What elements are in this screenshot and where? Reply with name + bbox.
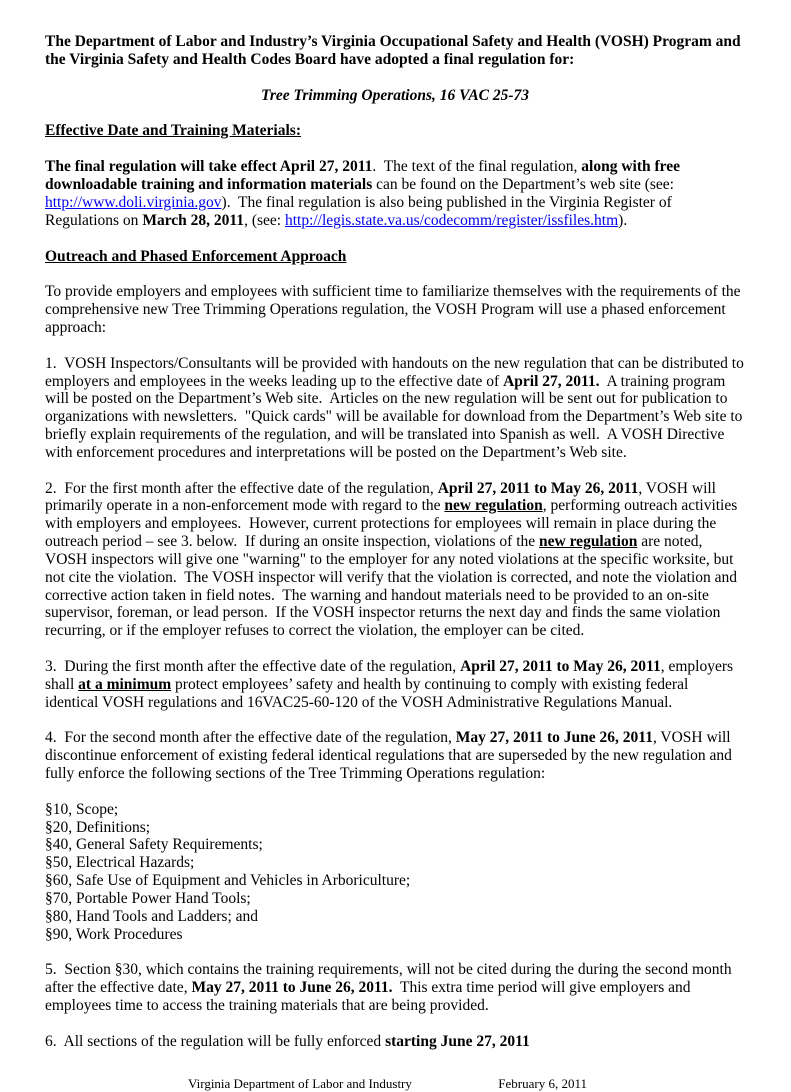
text-run: The final regulation will take effect April 27, 2011 — [45, 158, 373, 176]
regulation-section-item: §70, Portable Power Hand Tools; — [45, 889, 251, 907]
regulation-section-item: §40, General Safety Requirements; — [45, 836, 263, 854]
text-run: 2. For the first month after the effective date of the regulation, — [45, 479, 438, 497]
regulation-sections-list — [45, 801, 745, 944]
text-run: April 27, 2011 to May 26, 2011 — [460, 657, 661, 675]
numbered-item-5 — [45, 961, 745, 1014]
document-title: Tree Trimming Operations, 16 VAC 25-73 — [260, 86, 530, 104]
register-issfiles-link[interactable]: http://legis.state.va.us/codecomm/register/issfiles.htm — [284, 211, 619, 229]
text-run: protect employees’ safety and health by continuing to comply with existing federal identical VOSH regulations and 16VAC25-60-120 of the VOSH Administrative Regulations Manual. — [45, 675, 693, 711]
footer-organization: Virginia Department of Labor and Industry — [188, 1075, 412, 1091]
text-run: , performing outreach activities with employers and employees. However, current protections for employees will remain in place during the outreach period – see 3. below. If during an onsite inspection, violations of the — [45, 497, 742, 551]
text-run: new regulation — [444, 497, 543, 515]
text-run: can be found on the Department’s web site (see: — [372, 176, 682, 194]
intro-paragraph: The Department of Labor and Industry’s Virginia Occupational Safety and Health (VOSH) Program and the Virginia Safety and Health Codes Board have adopted a final regulation for: — [45, 33, 745, 68]
heading-effective-date-and-training-materials: Effective Date and Training Materials: — [45, 122, 301, 140]
text-run: 5. Section §30, which contains the training requirements, will not be cited during the during the second month after the effective date, — [45, 961, 736, 997]
text-run: This extra time period will give employers and employees time to access the training materials that are being provided. — [45, 979, 695, 1014]
text-run: 6. All sections of the regulation will be fully enforced — [45, 1032, 386, 1050]
regulation-section-item: §10, Scope; — [45, 800, 119, 818]
text-run: April 27, 2011 to May 26, 2011 — [437, 479, 639, 497]
regulation-section-item: §80, Hand Tools and Ladders; and — [45, 907, 259, 925]
text-run: April 27, 2011. — [503, 372, 600, 390]
numbered-item-2 — [45, 480, 745, 640]
text-run: A training program will be posted on the Department’s Web site. Articles on the new regulation will be sent out for publication to organizations with newsletters. "Quick cards" will be available for download from the Department’s Web site to briefly explain requirements of the regulation, and will be translated into Spanish as well. A VOSH Directive with enforcement procedures and interpretations will be posted on the Department’s Web site. — [45, 372, 747, 461]
text-run: 4. For the second month after the effective date of the regulation, — [45, 729, 456, 747]
text-run: , VOSH will primarily operate in a non-enforcement mode with regard to the — [45, 479, 720, 515]
effective-date-paragraph — [45, 158, 745, 229]
numbered-item-4 — [45, 729, 745, 782]
footer-date: February 6, 2011 — [498, 1075, 587, 1091]
text-run: ). — [618, 211, 628, 229]
heading-outreach-and-phased-enforcement: Outreach and Phased Enforcement Approach — [45, 247, 347, 265]
regulation-section-item: §60, Safe Use of Equipment and Vehicles in Arboriculture; — [45, 872, 411, 890]
text-run: starting June 27, 2011 — [385, 1032, 530, 1050]
text-run: ). The final regulation is also being published in the Virginia Register of Regulations on — [45, 193, 676, 229]
regulation-section-item: §90, Work Procedures — [45, 925, 183, 943]
text-run: are noted, VOSH inspectors will give one "warning" to the employer for any noted violations at the specific worksite, but not cite the violation. The VOSH inspector will verify that the violation is corrected, and note the violation and corrective action taken in field notes. The warning and handout materials need to be provided to an on-site supervisor, foreman, or lead person. If the VOSH inspector returns the next day and finds the same violation recurring, or if the employer refuses to correct the violation, the employer can be cited. — [45, 533, 741, 640]
text-run: at a minimum — [78, 675, 172, 693]
text-run: 1. VOSH Inspectors/Consultants will be provided with handouts on the new regulation that can be distributed to employers and employees in the weeks leading up to the effective date of — [45, 354, 748, 390]
text-run: 3. During the first month after the effective date of the regulation, — [45, 657, 461, 675]
regulation-section-item: §20, Definitions; — [45, 818, 151, 836]
text-run: along with free downloadable training and information materials — [45, 158, 684, 194]
page-footer — [45, 1069, 745, 1092]
text-run: , (see: — [244, 211, 285, 229]
text-run: new regulation — [539, 533, 638, 551]
text-run: . The text of the final regulation, — [372, 158, 582, 176]
doli-website-link[interactable]: http://www.doli.virginia.gov — [45, 193, 222, 211]
text-run: , employers shall — [45, 657, 737, 693]
numbered-item-1 — [45, 354, 748, 462]
numbered-item-6 — [45, 1033, 745, 1051]
text-run: May 27, 2011 to June 26, 2011 — [455, 729, 653, 747]
regulation-section-item: §50, Electrical Hazards; — [45, 854, 195, 872]
text-run: March 28, 2011 — [142, 211, 245, 229]
text-run: May 27, 2011 to June 26, 2011. — [191, 979, 393, 997]
text-run: , VOSH will discontinue enforcement of existing federal identical regulations that are superseded by the new regulation and fully enforce the following sections of the Tree Trimming Operations regulation: — [45, 729, 736, 782]
numbered-item-3 — [45, 658, 745, 711]
outreach-intro-paragraph: To provide employers and employees with sufficient time to familiarize themselves with the requirements of the comprehensive new Tree Trimming Operations regulation, the VOSH Program will use a phased enforcement approach: — [45, 283, 745, 336]
